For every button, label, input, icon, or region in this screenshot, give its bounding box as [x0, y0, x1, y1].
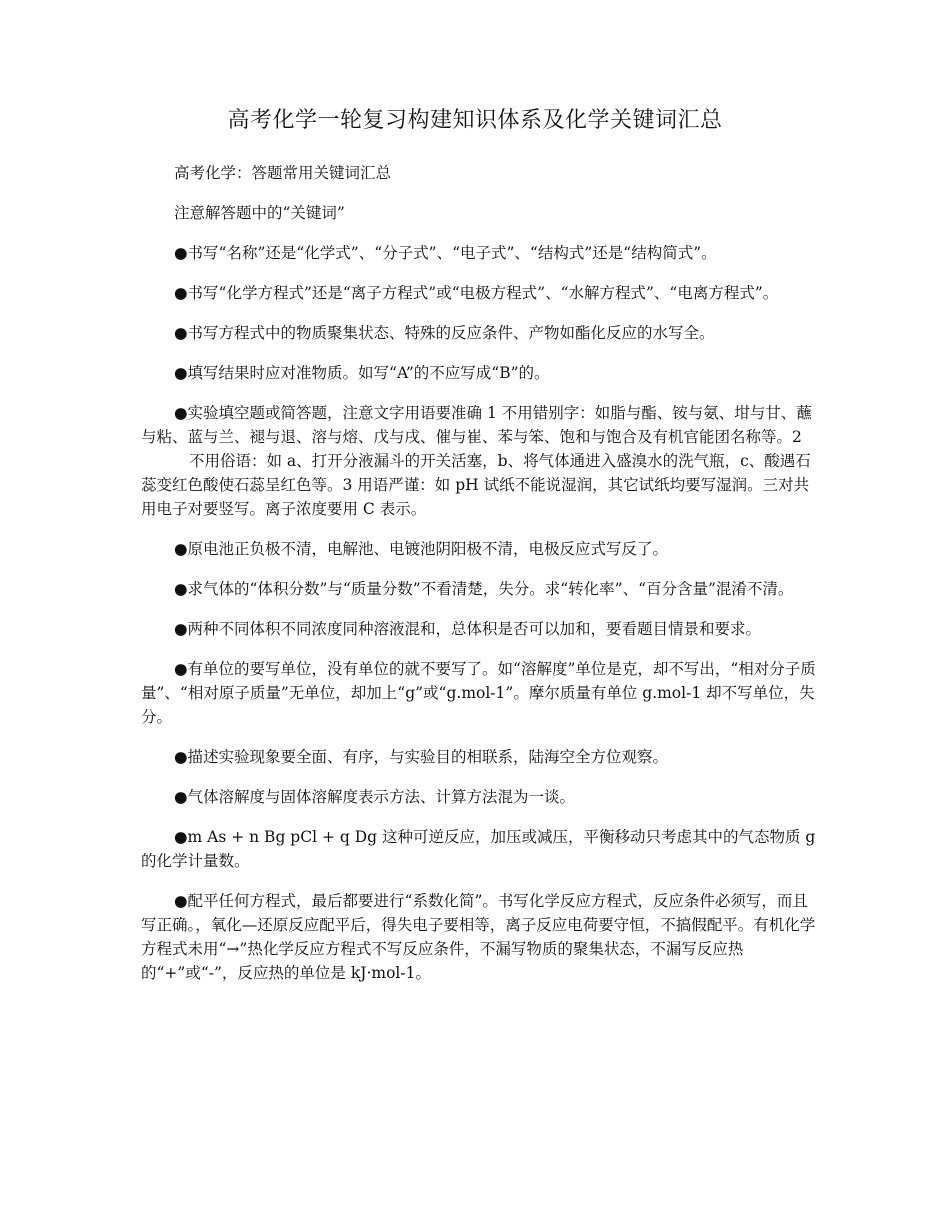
paragraph-item: ●书写“名称”还是“化学式”、“分子式”、“电子式”、“结构式”还是“结构简式”。: [174, 244, 717, 262]
paragraph-item: ●原电池正负极不清，电解池、电镀池阴阳极不清，电极反应式写反了。: [174, 540, 669, 558]
paragraph-item: ●求气体的“体积分数”与“质量分数”不看清楚，失分。求“转化率”、“百分含量”混淆不清。: [174, 580, 794, 598]
paragraph-item: ●填写结果时应对准物质。如写“A”的不应写成“B”的。: [174, 364, 550, 382]
paragraph-subtitle: 高考化学：答题常用关键词汇总: [174, 164, 392, 182]
paragraph-keyword-note: 注意解答题中的“关键词”: [174, 204, 345, 222]
document-title: 高考化学一轮复习构建知识体系及化学关键词汇总: [227, 108, 723, 133]
paragraph-item-continued: 不用俗语：如 a、打开分液漏斗的开关活塞，b、将气体通进入盛溴水的洗气瓶，c、酸遇石蕊变红色酸使石蕊呈红色等。3 用语严谨：如 pH 试纸不能说湿润，其它试纸均要写湿润。三对共用电子对要竖写。离子浓度要用 C 表示。: [141, 452, 811, 518]
paragraph-item: ●配平任何方程式，最后都要进行“系数化简”。书写化学反应方程式，反应条件必须写，而且写正确。，氧化—还原反应配平后，得失电子要相等，离子反应电荷要守恒，不搞假配平。有机化学方程式未用“→”热化学反应方程式不写反应条件，不漏写物质的聚集状态，不漏写反应热的“+”或“-”，反应热的单位是 kJ·mol-1。: [141, 892, 816, 982]
paragraph-item: ●实验填空题或简答题，注意文字用语要准确 1 不用错别字：如脂与酯、铵与氨、坩与甘、蘸与粘、蓝与兰、褪与退、溶与熔、戊与戌、催与崔、苯与笨、饱和与饱合及有机官能团名称等。2: [141, 404, 812, 446]
paragraph-item: ●m As + n Bg pCl + q Dg 这种可逆反应，加压或减压，平衡移动只考虑其中的气态物质 g 的化学计量数。: [141, 828, 816, 870]
paragraph-item: ●书写“化学方程式”还是“离子方程式”或“电极方程式”、“水解方程式”、“电离方程式”。: [174, 284, 779, 302]
paragraph-item: ●两种不同体积不同浓度同种溶液混和，总体积是否可以加和，要看题目情景和要求。: [174, 620, 762, 638]
document-body: [141, 161, 821, 1001]
paragraph-item: ●描述实验现象要全面、有序，与实验目的相联系，陆海空全方位观察。: [174, 748, 669, 766]
paragraph-item: ●气体溶解度与固体溶解度表示方法、计算方法混为一谈。: [174, 788, 576, 806]
paragraph-item: ●有单位的要写单位，没有单位的就不要写了。如“溶解度”单位是克，却不写出，“相对分子质量”、“相对原子质量”无单位，却加上“g”或“g.mol-1”。摩尔质量有单位 g.mol-1 却不写单位，失分。: [141, 660, 816, 726]
paragraph-item: ●书写方程式中的物质聚集状态、特殊的反应条件、产物如酯化反应的水写全。: [174, 324, 715, 342]
